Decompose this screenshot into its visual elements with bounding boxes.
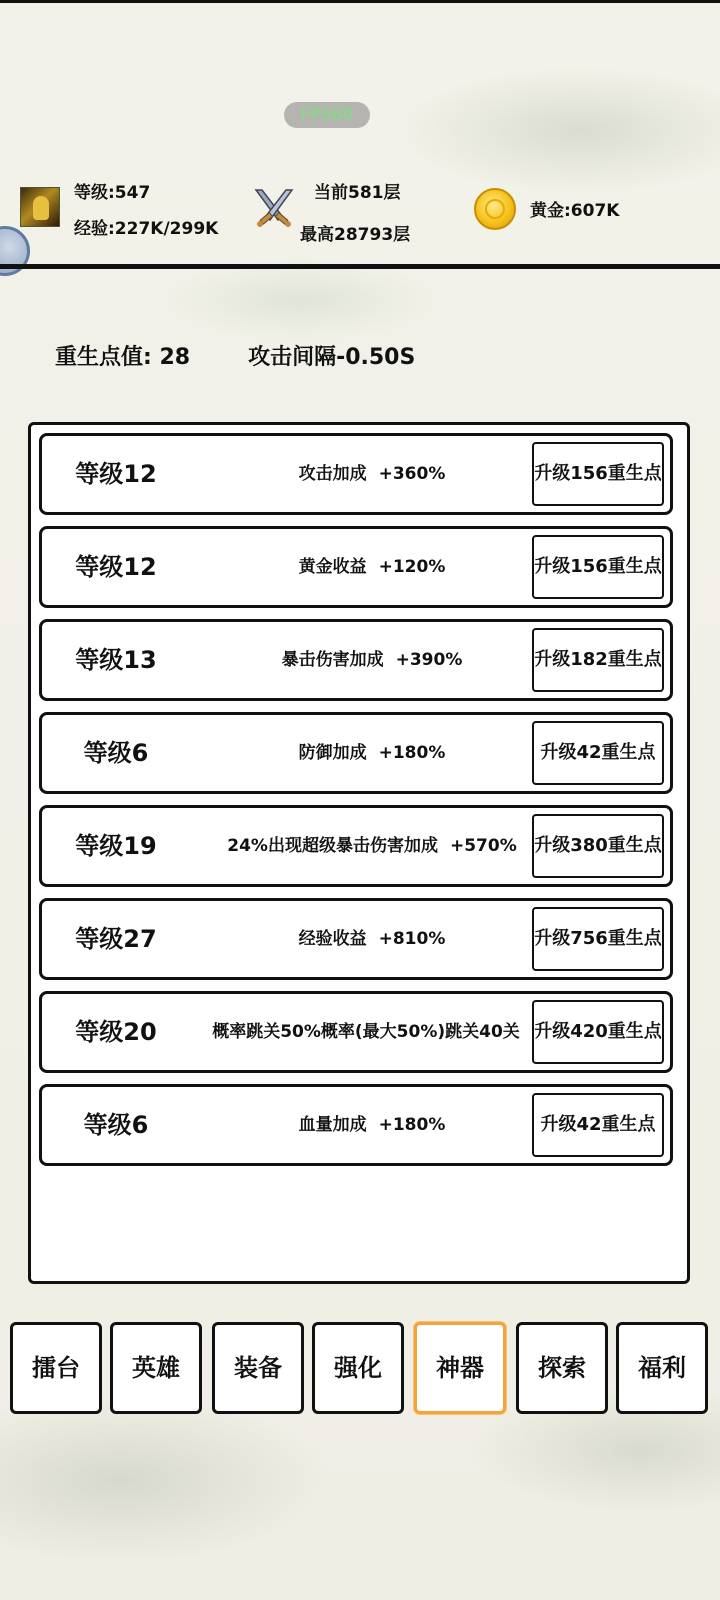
artifact-row: [39, 712, 673, 794]
upgrade-button[interactable]: 升级42重生点: [532, 721, 664, 785]
artifact-row: [39, 1084, 673, 1166]
artifact-effect-value: +570%: [449, 836, 517, 856]
artifact-effect: [182, 901, 562, 977]
artifact-effect-name: 防御加成: [298, 743, 367, 763]
gold-coin-icon: [474, 188, 516, 230]
stats-line: [55, 340, 415, 371]
attack-interval: 攻击间隔-0.50S: [248, 345, 416, 370]
artifact-level: 等级13: [75, 646, 157, 674]
max-floor: 最高28793层: [300, 225, 411, 245]
artifact-row: [39, 619, 673, 701]
upgrade-button[interactable]: 升级182重生点: [532, 628, 664, 692]
nav-welfare[interactable]: 福利: [616, 1322, 708, 1414]
artifact-effect-name: 血量加成: [298, 1115, 367, 1135]
upgrade-button[interactable]: 升级756重生点: [532, 907, 664, 971]
artifact-effect: [182, 622, 562, 698]
artifact-panel: [28, 422, 690, 1284]
artifact-effect-name: 概率跳关50%概率(最大50%)跳关40关: [212, 1022, 520, 1042]
artifact-effect: [182, 808, 562, 884]
nav-enhance[interactable]: 强化: [312, 1322, 404, 1414]
artifact-row: [39, 526, 673, 608]
nav-equipment[interactable]: 装备: [212, 1322, 304, 1414]
nav-explore[interactable]: 探索: [516, 1322, 608, 1414]
nav-arena[interactable]: 擂台: [10, 1322, 102, 1414]
artifact-effect: [182, 994, 562, 1070]
upgrade-button[interactable]: 升级156重生点: [532, 535, 664, 599]
artifact-level: 等级19: [75, 832, 157, 860]
fps-badge: FPS60: [284, 102, 370, 128]
nav-artifacts[interactable]: 神器: [414, 1322, 506, 1414]
artifact-row: [39, 898, 673, 980]
player-exp: 经验:227K/299K: [74, 219, 219, 239]
rebirth-points: 重生点值: 28: [55, 345, 191, 370]
artifact-row: [39, 805, 673, 887]
artifact-effect: [182, 1087, 562, 1163]
upgrade-button[interactable]: 升级42重生点: [532, 1093, 664, 1157]
artifact-effect-value: +360%: [378, 464, 446, 484]
crossed-swords-icon: [252, 186, 296, 230]
artifact-level: 等级12: [75, 553, 157, 581]
current-floor: 当前581层: [314, 183, 401, 203]
upgrade-button[interactable]: 升级156重生点: [532, 442, 664, 506]
artifact-effect-value: +180%: [378, 743, 446, 763]
upgrade-button[interactable]: 升级420重生点: [532, 1000, 664, 1064]
top-edge-line: [0, 0, 720, 3]
hero-avatar-icon[interactable]: [20, 187, 60, 227]
player-level: 等级:547: [74, 183, 151, 203]
artifact-effect-name: 24%出现超级暴击伤害加成: [227, 836, 438, 856]
upgrade-button[interactable]: 升级380重生点: [532, 814, 664, 878]
artifact-effect-name: 经验收益: [298, 929, 367, 949]
artifact-effect-value: +810%: [378, 929, 446, 949]
artifact-effect: [182, 715, 562, 791]
artifact-effect-name: 攻击加成: [298, 464, 367, 484]
artifact-level: 等级6: [83, 739, 149, 767]
artifact-row: [39, 991, 673, 1073]
artifact-effect: [182, 436, 562, 512]
artifact-effect-name: 暴击伤害加成: [281, 650, 384, 670]
gold-amount: 黄金:607K: [530, 201, 620, 221]
artifact-effect-value: +120%: [378, 557, 446, 577]
hud-divider: [0, 264, 720, 269]
artifact-level: 等级12: [75, 460, 157, 488]
artifact-effect: [182, 529, 562, 605]
artifact-effect-value: +390%: [395, 650, 463, 670]
artifact-level: 等级6: [83, 1111, 149, 1139]
artifact-row: [39, 433, 673, 515]
artifact-effect-value: +180%: [378, 1115, 446, 1135]
artifact-level: 等级20: [75, 1018, 157, 1046]
artifact-effect-name: 黄金收益: [298, 557, 367, 577]
artifact-level: 等级27: [75, 925, 157, 953]
nav-heroes[interactable]: 英雄: [110, 1322, 202, 1414]
